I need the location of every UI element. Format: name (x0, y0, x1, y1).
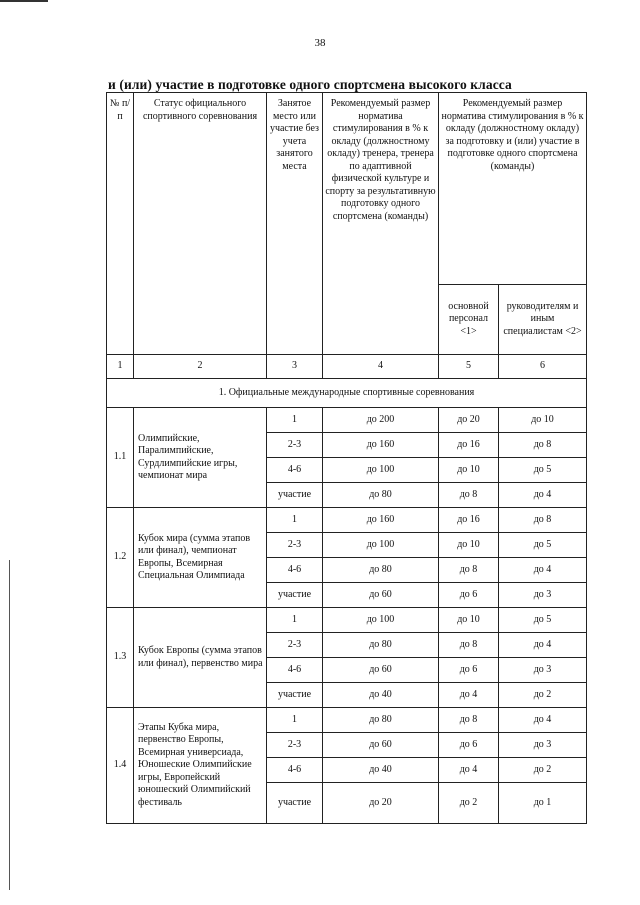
place-cell: 4-6 (267, 458, 323, 483)
header-num: № п/п (107, 93, 134, 355)
place-cell: 1 (267, 508, 323, 533)
header-managers: руководителям и иным специалистам <2> (499, 285, 587, 355)
coach-norm-cell: до 100 (323, 608, 439, 633)
competition-status: Олимпийские, Паралимпийские, Сурдлимпийские игры, чемпионат мира (134, 408, 267, 508)
managers-cell: до 5 (499, 533, 587, 558)
coach-norm-cell: до 80 (323, 558, 439, 583)
col-number: 3 (267, 355, 323, 379)
coach-norm-cell: до 100 (323, 533, 439, 558)
managers-cell: до 8 (499, 433, 587, 458)
header-place: Занятое место или участие без учета занятого места (267, 93, 323, 355)
place-cell: участие (267, 783, 323, 824)
place-cell: 2-3 (267, 533, 323, 558)
main-staff-cell: до 16 (439, 508, 499, 533)
scan-mark-left (9, 560, 10, 890)
place-cell: 2-3 (267, 733, 323, 758)
main-staff-cell: до 4 (439, 683, 499, 708)
main-staff-cell: до 16 (439, 433, 499, 458)
managers-cell: до 1 (499, 783, 587, 824)
col-number: 5 (439, 355, 499, 379)
group-number: 1.1 (107, 408, 134, 508)
main-staff-cell: до 10 (439, 458, 499, 483)
competition-status: Кубок Европы (сумма этапов или финал), первенство мира (134, 608, 267, 708)
managers-cell: до 3 (499, 583, 587, 608)
coach-norm-cell: до 80 (323, 633, 439, 658)
header-main-staff: основной персонал <1> (439, 285, 499, 355)
managers-cell: до 4 (499, 708, 587, 733)
group-number: 1.2 (107, 508, 134, 608)
place-cell: 2-3 (267, 433, 323, 458)
coach-norm-cell: до 80 (323, 483, 439, 508)
coach-norm-cell: до 40 (323, 683, 439, 708)
main-staff-cell: до 10 (439, 533, 499, 558)
main-staff-cell: до 6 (439, 583, 499, 608)
managers-cell: до 2 (499, 758, 587, 783)
coach-norm-cell: до 80 (323, 708, 439, 733)
main-staff-cell: до 6 (439, 733, 499, 758)
place-cell: 1 (267, 708, 323, 733)
main-staff-cell: до 8 (439, 708, 499, 733)
section-title: 1. Официальные международные спортивные соревнования (107, 379, 587, 408)
managers-cell: до 2 (499, 683, 587, 708)
coach-norm-cell: до 200 (323, 408, 439, 433)
main-staff-cell: до 8 (439, 633, 499, 658)
coach-norm-cell: до 20 (323, 783, 439, 824)
col-number: 4 (323, 355, 439, 379)
place-cell: 4-6 (267, 658, 323, 683)
document-title: и (или) участие в подготовке одного спортсмена высокого класса (108, 77, 512, 92)
header-coach-norm: Рекомендуемый размер норматива стимулирования в % к окладу (должностному окладу) тренера, тренера по адаптивной физической культуре и спорту за результативную подготовку одного спортсмена (команды) (323, 93, 439, 355)
header-staff-norm: Рекомендуемый размер норматива стимулирования в % к окладу (должностному окладу) за подготовку и (или) участие в подготовке одного спортсмена (команды) (439, 93, 587, 285)
place-cell: участие (267, 683, 323, 708)
coach-norm-cell: до 40 (323, 758, 439, 783)
place-cell: 1 (267, 408, 323, 433)
coach-norm-cell: до 60 (323, 583, 439, 608)
managers-cell: до 3 (499, 658, 587, 683)
header-status: Статус официального спортивного соревнования (134, 93, 267, 355)
competition-status: Кубок мира (сумма этапов или финал), чемпионат Европы, Всемирная Специальная Олимпиада (134, 508, 267, 608)
coach-norm-cell: до 60 (323, 658, 439, 683)
managers-cell: до 4 (499, 633, 587, 658)
managers-cell: до 5 (499, 458, 587, 483)
place-cell: 4-6 (267, 758, 323, 783)
place-cell: 2-3 (267, 633, 323, 658)
place-cell: 1 (267, 608, 323, 633)
place-cell: 4-6 (267, 558, 323, 583)
main-staff-cell: до 10 (439, 608, 499, 633)
group-number: 1.4 (107, 708, 134, 824)
coach-norm-cell: до 160 (323, 433, 439, 458)
managers-cell: до 5 (499, 608, 587, 633)
main-staff-cell: до 6 (439, 658, 499, 683)
main-staff-cell: до 2 (439, 783, 499, 824)
col-number: 2 (134, 355, 267, 379)
page-number: 38 (314, 37, 326, 49)
managers-cell: до 3 (499, 733, 587, 758)
col-number: 1 (107, 355, 134, 379)
col-number: 6 (499, 355, 587, 379)
competition-status: Этапы Кубка мира, первенство Европы, Всемирная универсиада, Юношеские Олимпийские игры, Европейский юношеский Олимпийский фестиваль (134, 708, 267, 824)
managers-cell: до 10 (499, 408, 587, 433)
main-staff-cell: до 8 (439, 483, 499, 508)
coach-norm-cell: до 60 (323, 733, 439, 758)
managers-cell: до 4 (499, 558, 587, 583)
place-cell: участие (267, 583, 323, 608)
group-number: 1.3 (107, 608, 134, 708)
incentive-table (106, 92, 587, 824)
main-staff-cell: до 20 (439, 408, 499, 433)
main-staff-cell: до 4 (439, 758, 499, 783)
scan-mark-top (0, 0, 48, 2)
place-cell: участие (267, 483, 323, 508)
coach-norm-cell: до 160 (323, 508, 439, 533)
coach-norm-cell: до 100 (323, 458, 439, 483)
managers-cell: до 8 (499, 508, 587, 533)
main-staff-cell: до 8 (439, 558, 499, 583)
managers-cell: до 4 (499, 483, 587, 508)
